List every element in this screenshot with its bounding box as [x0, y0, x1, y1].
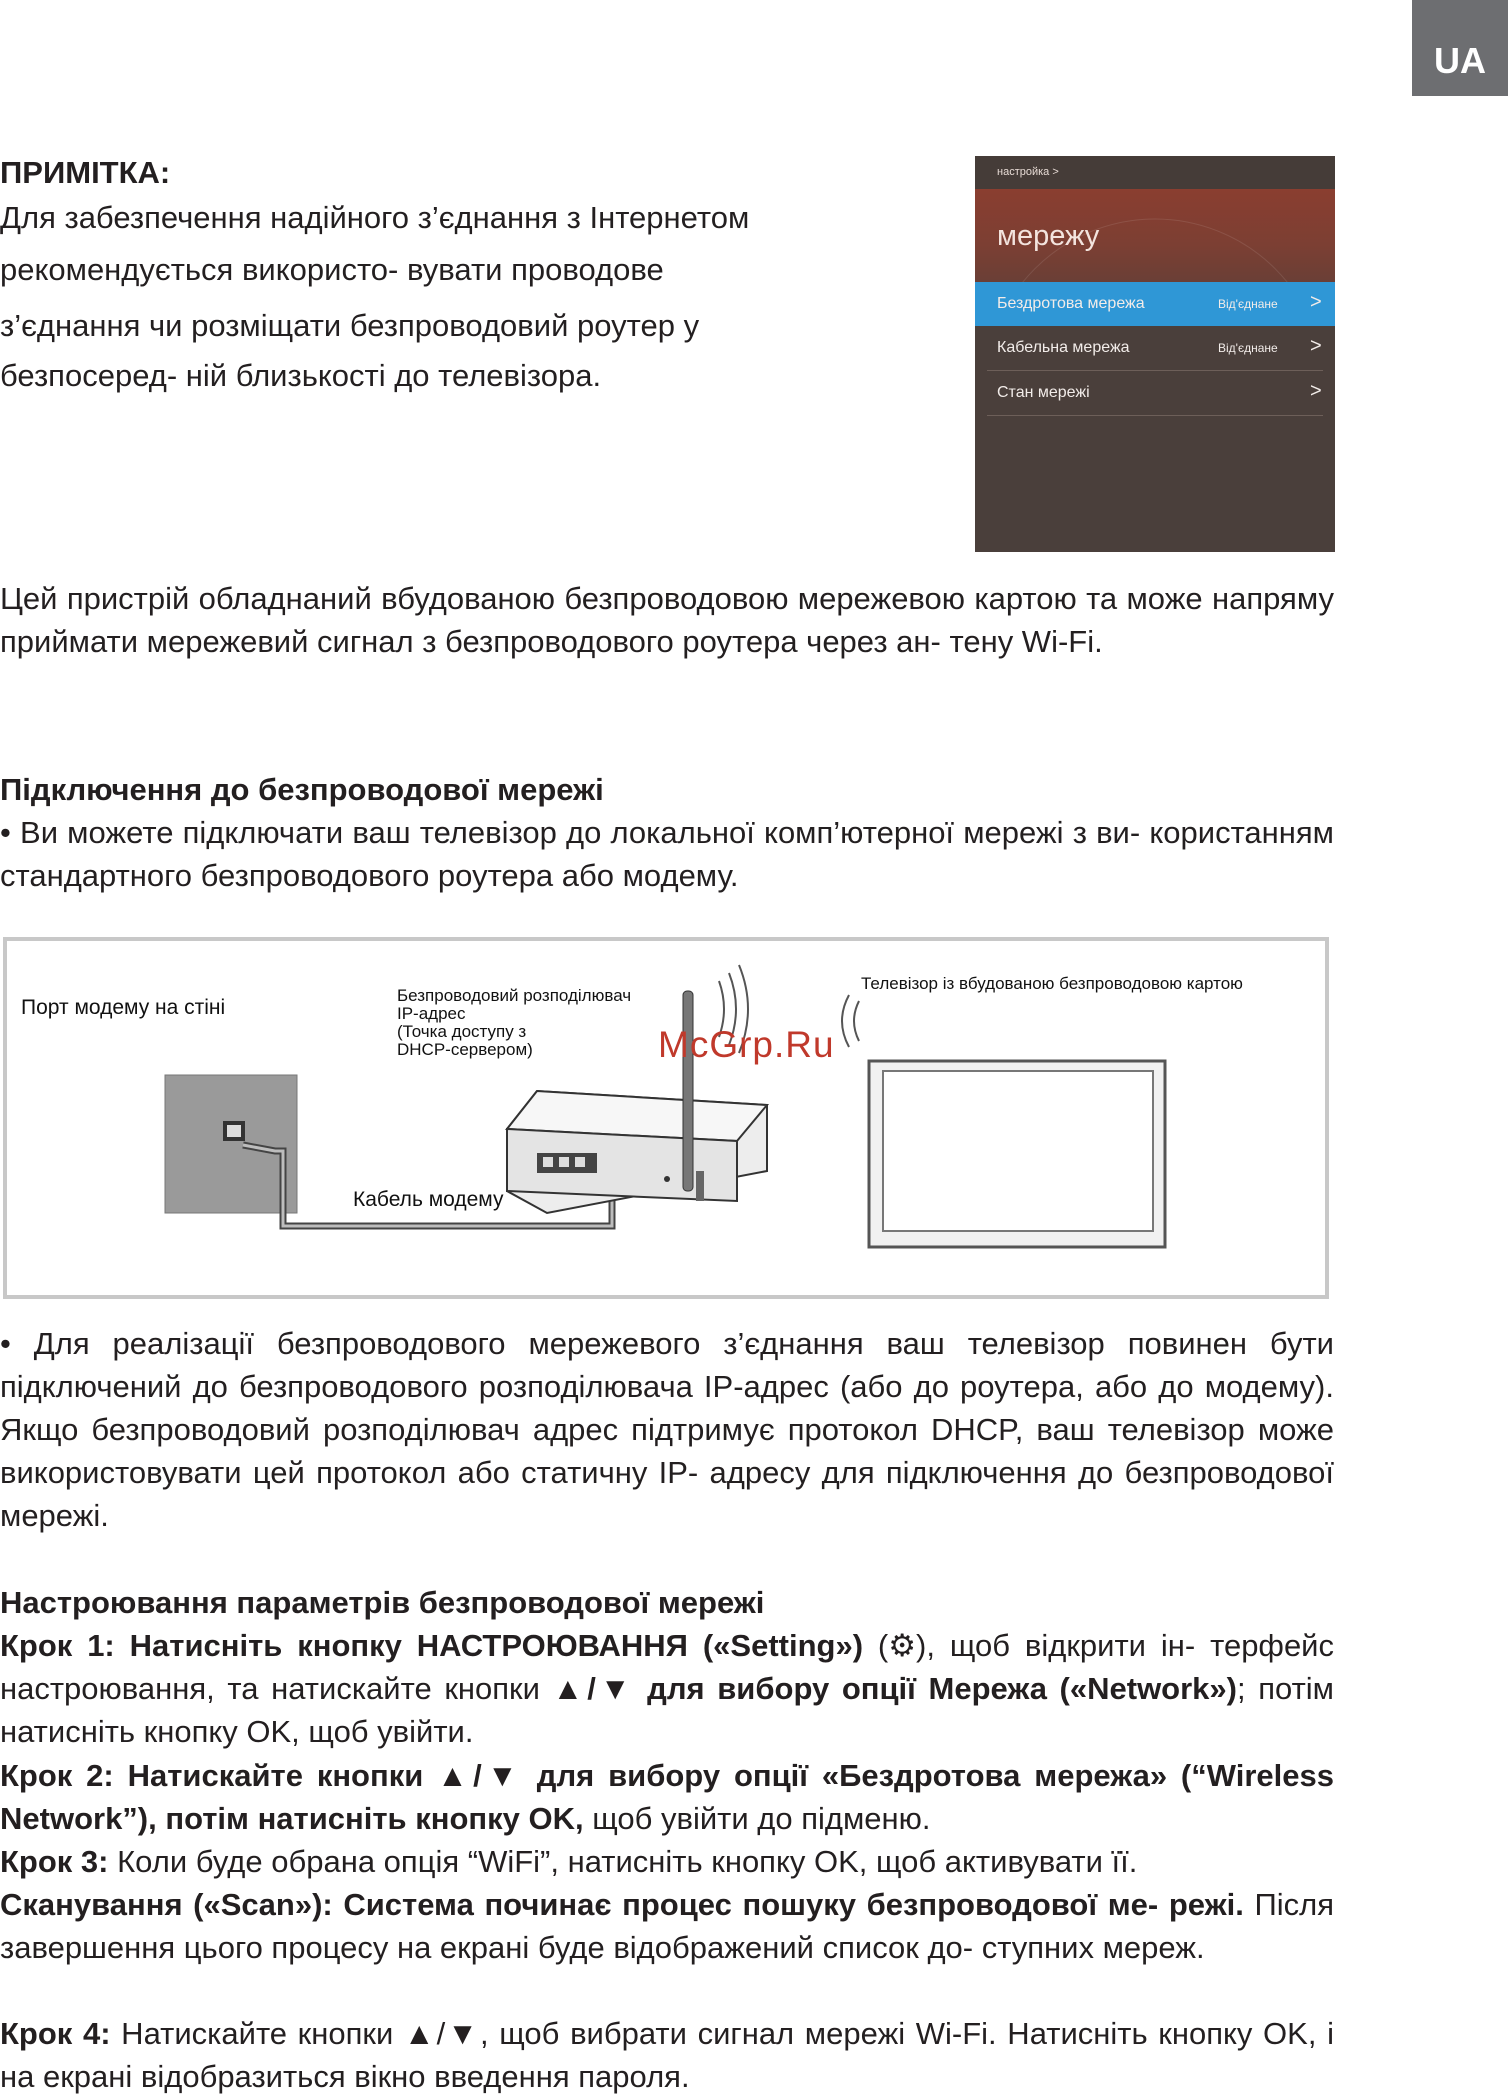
note-line: з’єднання чи розміщати безпроводовий роутер у — [0, 308, 700, 343]
wall-port-label: Порт модему на стіні — [21, 996, 226, 1019]
step-4-text: Натискайте кнопки ▲/▼, щоб вибрати сигнал мережі Wi-Fi. Натисніть кнопку OK, і на екрані відобразиться вікно введення пароля. — [0, 2016, 1334, 2094]
language-tab: UA — [1412, 0, 1508, 96]
diagram-illustration — [7, 941, 1325, 1295]
step-2-paragraph — [0, 1754, 1334, 1840]
chevron-right-icon: > — [1310, 335, 1322, 357]
tv-screen — [883, 1071, 1153, 1231]
tv-menu-divider — [987, 415, 1323, 416]
tv-menu-title: мережу — [997, 220, 1100, 252]
tv-menu-item-label: Кабельна мережа — [997, 339, 1130, 356]
tv-menu-item-wired[interactable] — [975, 326, 1335, 370]
step-2-label: Крок 2: Натискайте кнопки ▲/▼ для вибору опції «Бездротова мережа» (“Wireless Network”), потім натисніть кнопку OK, — [0, 1758, 1334, 1836]
tv-menu-item-label: Бездротова мережа — [997, 295, 1145, 312]
step-3-text: Коли буде обрана опція “WiFi”, натисніть кнопку OK, щоб активувати її. — [108, 1844, 1138, 1879]
cable-label: Кабель модему — [353, 1188, 504, 1211]
bullet-paragraph: • Для реалізації безпроводового мережевого з’єднання ваш телевізор повинен бути підключений до безпроводового розподілювача IP-адрес (або до роутера, або до модему). Якщо безпроводовий розподілювач адрес підтримує протокол DHCP, ваш телевізор може використовувати цей протокол або статичну IP- адресу для підключення до безпроводової мережі. — [0, 1326, 1334, 1533]
step-1-text: , щоб відкрити ін- терфейс настроювання, та натискайте кнопки — [0, 1628, 1334, 1706]
router-label-line: DHCP-сервером) — [397, 1040, 533, 1059]
step-1-paragraph: Крок 1: Натисніть кнопку НАСТРОЮВАННЯ («Setting») (⚙), щоб відкрити ін- терфейс настроювання, та натискайте кнопки ▲/▼ для вибору опції Мережа («Network»); потім натисніть кнопку OK, щоб увійти. — [0, 1628, 1334, 1749]
step-1-label: Крок 1: Натисніть кнопку НАСТРОЮВАННЯ («Setting») — [0, 1628, 864, 1663]
scan-text: Після завершення цього процесу на екрані буде відображений список до- ступних мереж. — [0, 1887, 1335, 1965]
tv-menu-breadcrumb: настройка > — [997, 166, 1059, 178]
chevron-right-icon: > — [1310, 380, 1322, 402]
step-1-keys: ▲/▼ для вибору опції Мережа («Network») — [552, 1671, 1237, 1706]
section-heading-settings: Настроювання параметрів безпроводової мережі — [0, 1585, 765, 1620]
step-2-text: щоб увійти до підменю. — [583, 1801, 931, 1836]
scan-paragraph — [0, 1883, 1334, 1969]
step-3-paragraph — [0, 1840, 1334, 1883]
tv-menu-item-label: Стан мережі — [997, 384, 1090, 401]
step-4-label: Крок 4: — [0, 2016, 111, 2051]
tv-menu-item-network-status[interactable] — [975, 371, 1335, 415]
bullet-paragraph: • Ви можете підключати ваш телевізор до локальної комп’ютерної мережі з ви- користанням стандартного безпроводового роутера або модему. — [0, 815, 1334, 893]
chevron-right-icon: > — [1310, 291, 1322, 313]
router-antenna — [683, 991, 693, 1191]
step-1-text-end: ; потім натисніть кнопку OK, щоб увійти. — [0, 1671, 1334, 1749]
tv-menu-item-wireless[interactable] — [975, 282, 1335, 326]
gear-icon: ⚙ — [888, 1628, 917, 1663]
note-title: ПРИМІТКА: — [0, 155, 171, 190]
scan-label: Сканування («Scan»): Система починає процес пошуку безпроводової ме- режі. — [0, 1887, 1244, 1922]
network-connection-diagram — [3, 937, 1329, 1299]
section-heading-wireless-connection: Підключення до безпроводової мережі — [0, 772, 604, 807]
note-line: Для забезпечення надійного з’єднання з Інтернетом — [0, 200, 750, 235]
router-label-line: (Точка доступу з — [397, 1022, 527, 1041]
tv-label: Телевізор із вбудованою безпроводовою картою — [861, 974, 1243, 993]
intro-paragraph: Цей пристрій обладнаний вбудованою безпроводовою мережевою картою та може напряму приймати мережевий сигнал з безпроводового роутера через ан- тену Wi-Fi. — [0, 581, 1334, 659]
router-label-line: Безпроводовий розподілювач — [397, 986, 632, 1005]
tv-network-menu-screenshot — [975, 156, 1335, 552]
step-4-paragraph — [0, 2012, 1334, 2098]
tv-menu-item-status: Від'єднане — [1218, 297, 1278, 311]
note-line: рекомендується використо- вувати проводове — [0, 252, 664, 287]
router-label-line: IP-адрес — [397, 1004, 466, 1023]
tv-menu-item-status: Від'єднане — [1218, 341, 1278, 355]
watermark: McGrp.Ru — [658, 1024, 835, 1065]
wall-shape — [165, 1075, 297, 1213]
note-line: безпосеред- ній близькості до телевізора. — [0, 358, 602, 393]
step-3-label: Крок 3: — [0, 1844, 109, 1879]
